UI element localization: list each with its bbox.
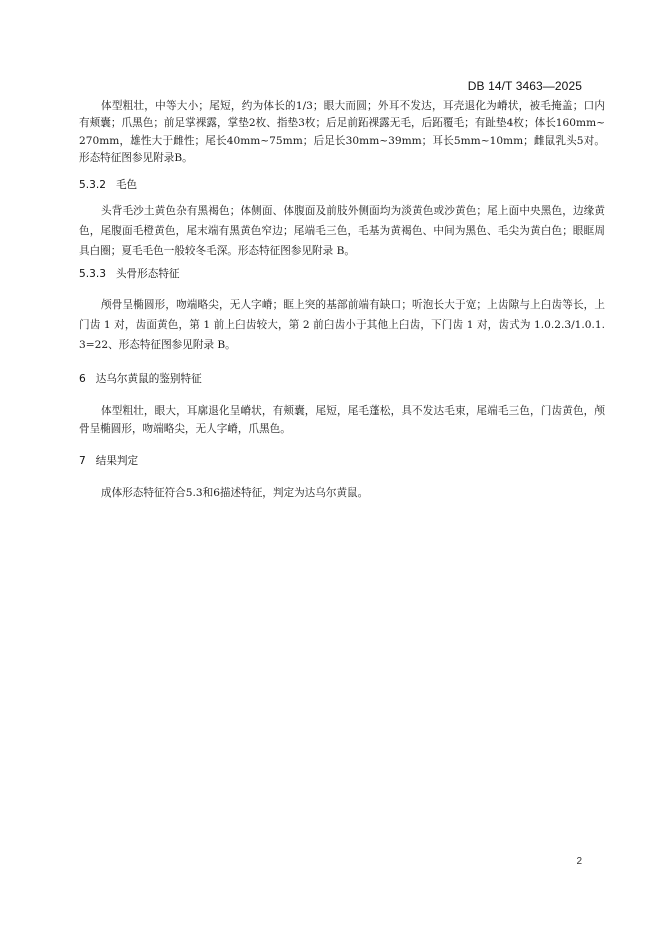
section-number: 6: [79, 373, 86, 386]
section-title: 达乌尔黄鼠的鉴别特征: [95, 373, 202, 386]
section-heading-5-3-2: [79, 177, 605, 193]
section-title: 结果判定: [95, 455, 139, 468]
result-paragraph: 成体形态特征符合5.3和6描述特征，判定为达乌尔黄鼠。: [101, 487, 369, 500]
section-heading-5-3-3: [79, 266, 605, 282]
identification-paragraph: 体型粗壮，眼大，耳廓退化呈嵴状，有颊囊，尾短，尾毛蓬松，具不发达毛束，尾端毛三色，门齿黄色，颅骨呈椭圆形，吻端略尖，无人字嵴，爪黑色。: [79, 405, 605, 436]
section-heading-6: [79, 371, 605, 387]
body-shape-paragraph: 体型粗壮，中等大小；尾短，约为体长的1/3；眼大而圆；外耳不发达，耳壳退化为嵴状，被毛掩盖；口内有颊囊；爪黑色；前足掌裸露，掌垫2枚、指垫3枚；后足前跖裸露无毛，后跖覆毛；有趾垫4枚；体长160mm~270mm，雄性大于雌性；尾长40mm~75mm；后足长30mm~39mm；耳长5mm~10mm；雌鼠乳头5对。形态特征图参见附录B。: [79, 100, 605, 164]
section-heading-7: [79, 453, 605, 469]
section-number: 7: [79, 455, 86, 468]
section-title: 头骨形态特征: [115, 268, 180, 281]
section-number: 5.3.2: [79, 179, 106, 192]
section-title: 毛色: [115, 179, 138, 192]
document-body: [79, 98, 605, 502]
document-code: DB 14/T 3463—2025: [467, 79, 582, 93]
section-number: 5.3.3: [79, 268, 106, 281]
skull-features-paragraph: 颅骨呈椭圆形，吻端略尖，无人字嵴；眶上突的基部前端有缺口；听泡长大于宽；上齿隙与上臼齿等长，上门齿 1 对，齿面黄色，第 1 前上臼齿较大，第 2 前臼齿小于其他上臼齿，下门齿 1 对，齿式为 1.0.2.3/1.0.1.3=22、形态特征图参见附录 B。: [79, 299, 605, 352]
page-number: 2: [576, 856, 582, 867]
fur-color-paragraph: 头背毛沙土黄色杂有黑褐色；体侧面、体腹面及前肢外侧面均为淡黄色或沙黄色；尾上面中央黑色，边缘黄色，尾腹面毛橙黄色，尾末端有黑黄色窄边；尾端毛三色，毛基为黄褐色、中间为黑色、毛尖为黄白色；眼眶周具白圈；夏毛毛色一般较冬毛深。形态特征图参见附录 B。: [79, 205, 605, 258]
